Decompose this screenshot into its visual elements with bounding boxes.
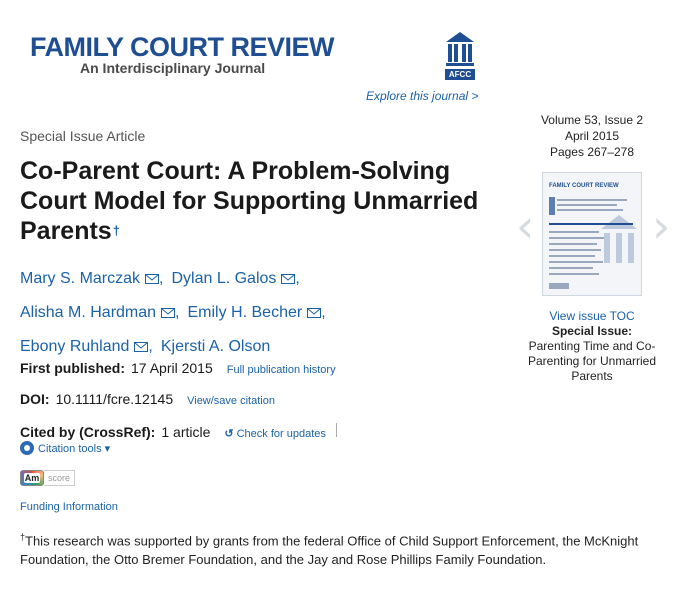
first-published-label: First published: bbox=[20, 360, 125, 376]
prev-issue-arrow[interactable]: ‹ bbox=[516, 199, 535, 253]
issue-cover-image[interactable] bbox=[542, 172, 642, 296]
crossmark-icon: ↺ bbox=[224, 428, 234, 440]
special-issue-info bbox=[510, 324, 674, 384]
citation-tools-label[interactable]: Citation tools ▾ bbox=[38, 442, 111, 455]
cover-text-line bbox=[549, 249, 601, 251]
cover-brand: FAMILY COURT REVIEW bbox=[549, 183, 619, 189]
cover-text-line bbox=[549, 237, 604, 239]
author-name[interactable]: Dylan L. Galos bbox=[171, 270, 277, 287]
next-issue-arrow[interactable]: › bbox=[652, 199, 671, 253]
cover-text-line bbox=[549, 267, 593, 269]
author-name[interactable]: Mary S. Marczak bbox=[20, 270, 141, 287]
cover-text-line bbox=[549, 243, 597, 245]
gear-icon bbox=[20, 441, 34, 455]
author-separator: , bbox=[148, 338, 153, 355]
author-separator: , bbox=[175, 304, 180, 321]
cited-by-count[interactable]: 1 article bbox=[161, 424, 211, 440]
cover-text-line bbox=[549, 283, 569, 289]
doi-value[interactable]: 10.1111/fcre.12145 bbox=[55, 391, 174, 407]
issue-info bbox=[510, 112, 674, 160]
special-issue-title: Parenting Time and Co-Parenting for Unmarried Parents bbox=[527, 339, 657, 383]
first-published-date: 17 April 2015 bbox=[131, 360, 213, 376]
author-name[interactable]: Ebony Ruhland bbox=[20, 338, 130, 355]
afcc-logo-text: AFCC bbox=[448, 70, 472, 79]
article-title bbox=[20, 156, 490, 246]
altmetric-badge[interactable] bbox=[20, 470, 75, 486]
journal-title[interactable]: FAMILY COURT REVIEW bbox=[30, 32, 335, 62]
funding-footnote bbox=[20, 528, 680, 569]
cover-text-line bbox=[549, 255, 595, 257]
funding-information-link[interactable]: Funding Information bbox=[20, 501, 118, 513]
cover-text-line bbox=[557, 209, 623, 211]
altmetric-score[interactable]: score bbox=[44, 470, 75, 486]
email-icon[interactable] bbox=[161, 308, 175, 318]
author-line bbox=[20, 296, 490, 330]
view-citation-link[interactable]: View/save citation bbox=[187, 395, 275, 407]
author[interactable] bbox=[161, 335, 270, 359]
cover-text-line bbox=[549, 261, 603, 263]
divider bbox=[336, 423, 337, 437]
first-published-row bbox=[20, 360, 336, 376]
author-name[interactable]: Kjersti A. Olson bbox=[160, 338, 271, 355]
cover-logo-block bbox=[549, 197, 555, 215]
title-footnote-mark[interactable]: † bbox=[112, 223, 120, 238]
author-separator: , bbox=[295, 270, 300, 287]
author-line bbox=[20, 262, 490, 296]
author[interactable] bbox=[188, 301, 326, 325]
cover-text-line bbox=[549, 273, 599, 275]
email-icon[interactable] bbox=[281, 274, 295, 284]
doi-row bbox=[20, 391, 275, 407]
author[interactable] bbox=[20, 301, 180, 325]
altmetric-donut-icon[interactable] bbox=[20, 470, 44, 486]
journal-subtitle: An Interdisciplinary Journal bbox=[80, 60, 266, 76]
email-icon[interactable] bbox=[145, 274, 159, 284]
author[interactable] bbox=[171, 267, 299, 291]
author-name[interactable]: Emily H. Becher bbox=[187, 304, 303, 321]
email-icon[interactable] bbox=[307, 308, 321, 318]
altmetric-label: Am bbox=[24, 473, 40, 483]
author-name[interactable]: Alisha M. Hardman bbox=[20, 304, 157, 321]
author[interactable] bbox=[20, 335, 153, 359]
article-title-text: Co-Parent Court: A Problem-Solving Court Model for Supporting Unmarried Parents bbox=[20, 157, 479, 245]
cited-by-label: Cited by (CrossRef): bbox=[20, 424, 156, 440]
issue-pages: Pages 267–278 bbox=[549, 145, 635, 159]
special-issue-label: Special Issue: bbox=[551, 324, 633, 338]
author-list bbox=[20, 262, 490, 364]
explore-journal-link[interactable]: Explore this journal > bbox=[366, 89, 479, 103]
footnote-mark: † bbox=[20, 532, 26, 542]
issue-date: April 2015 bbox=[564, 129, 620, 143]
author[interactable] bbox=[20, 267, 163, 291]
doi-label: DOI: bbox=[20, 391, 50, 407]
view-issue-toc-link[interactable]: View issue TOC bbox=[549, 309, 635, 323]
cover-watermark-icon bbox=[599, 213, 639, 283]
author-separator: , bbox=[321, 304, 326, 321]
cover-text-line bbox=[557, 199, 627, 201]
author-line bbox=[20, 330, 490, 364]
check-updates-link[interactable] bbox=[224, 427, 326, 440]
email-icon[interactable] bbox=[134, 342, 148, 352]
issue-volume: Volume 53, Issue 2 bbox=[540, 113, 644, 127]
afcc-logo[interactable] bbox=[444, 30, 476, 82]
article-section-label: Special Issue Article bbox=[20, 128, 146, 144]
footnote-text: This research was supported by grants from the federal Office of Child Support Enforcement, the McKnight Foundation, the Otto Bremer Foundation, and the Jay and Rose Phillips Family Foundation. bbox=[20, 533, 639, 568]
author-separator: , bbox=[159, 270, 164, 287]
cited-by-row bbox=[20, 423, 337, 440]
cover-text-line bbox=[557, 204, 617, 206]
full-history-link[interactable]: Full publication history bbox=[226, 364, 336, 376]
citation-tools-dropdown[interactable] bbox=[20, 441, 110, 455]
check-updates-text[interactable]: Check for updates bbox=[236, 428, 326, 440]
cover-text-line bbox=[549, 231, 599, 233]
